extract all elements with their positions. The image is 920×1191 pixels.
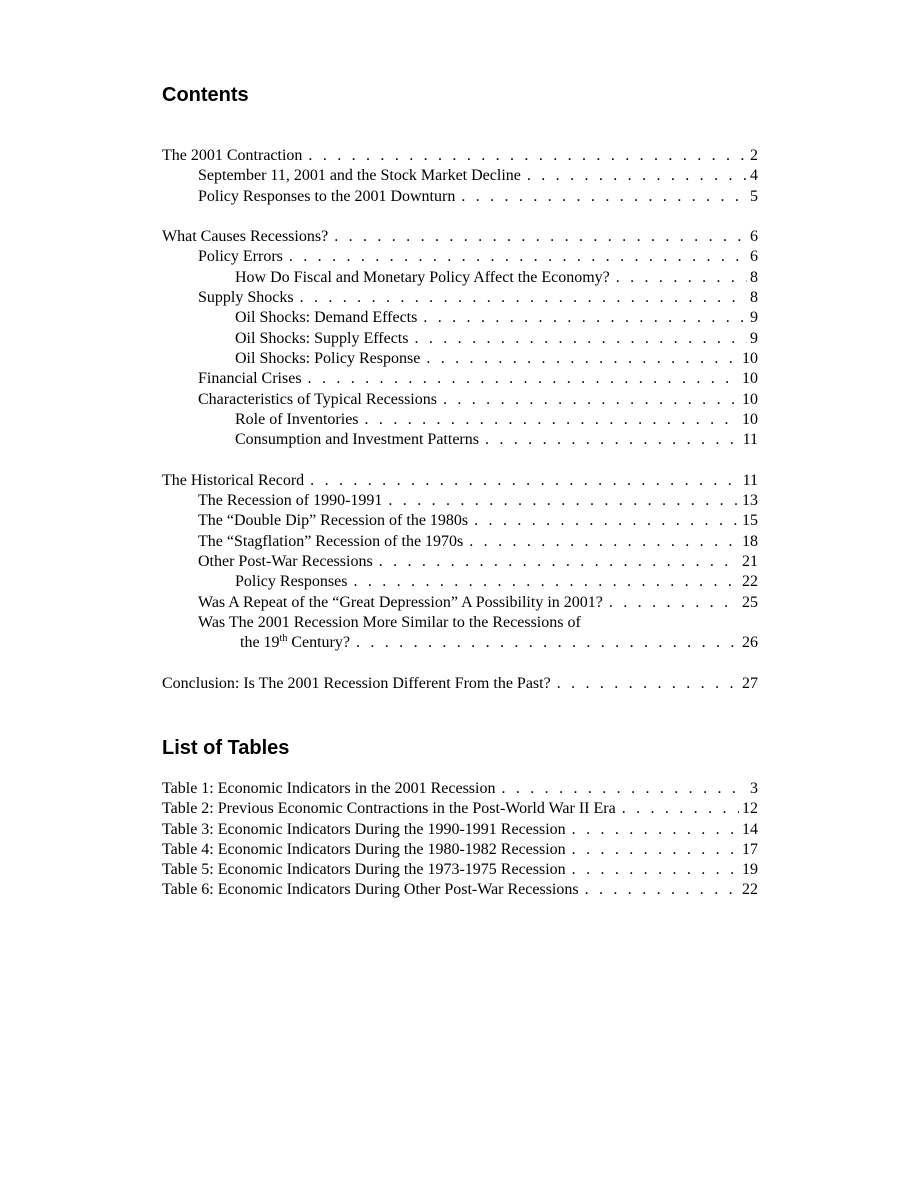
toc-entry[interactable] [162,613,758,633]
table-entry[interactable] [162,840,758,860]
toc-entry[interactable] [162,166,758,186]
dot-leader [308,369,739,389]
title-text: Century? [287,634,350,652]
table-entry[interactable] [162,779,758,799]
toc-entry-title: Supply Shocks [198,289,294,307]
dot-leader [356,633,739,653]
dot-leader [485,430,740,450]
dot-leader [474,511,739,531]
dot-leader [334,227,747,247]
toc-entry[interactable] [162,247,758,267]
toc-entry-title: Consumption and Investment Patterns [235,431,479,449]
toc-entry[interactable] [162,146,758,166]
toc-entry[interactable] [162,491,758,511]
dot-leader [572,860,739,880]
toc-entry-page: 8 [750,289,758,307]
ordinal-superscript: th [279,633,288,645]
toc-entry[interactable] [162,369,758,389]
dot-leader [365,410,739,430]
toc-entry[interactable] [162,308,758,328]
toc-entry-page: 9 [750,309,758,327]
toc-entry-page: 6 [750,248,758,266]
table-entry-title: Table 4: Economic Indicators During the 1980-1982 Recession [162,840,566,858]
dot-leader [616,268,747,288]
table-entry-title: Table 1: Economic Indicators in the 2001 Recession [162,780,496,797]
dot-leader [300,288,747,308]
toc-entry-title: Financial Crises [198,370,302,388]
toc-entry-title: Other Post-War Recessions [198,552,373,570]
toc-entry[interactable] [162,552,758,572]
toc-entry[interactable] [162,349,758,369]
toc-entry-page: 10 [742,410,758,428]
toc-entry-page: 15 [742,512,758,530]
toc-entry-title: The “Stagflation” Recession of the 1970s [198,532,464,550]
toc-entry-page: 2 [750,147,758,164]
toc-entry-title: Policy Errors [198,248,283,266]
table-entry-title: Table 5: Economic Indicators During the 1973-1975 Recession [162,861,566,879]
toc-entry-title-continued [240,633,350,653]
table-entry-page: 19 [742,861,758,879]
table-entry[interactable] [162,860,758,880]
dot-leader [461,187,747,207]
table-entry-title: Table 6: Economic Indicators During Other Post-War Recessions [162,881,579,899]
toc-entry-page: 8 [750,268,758,286]
dot-leader [622,799,739,819]
toc-entry-page: 18 [742,532,758,550]
toc-entry[interactable] [162,227,758,247]
table-entry[interactable] [162,880,758,900]
toc-entry[interactable] [162,471,758,491]
dot-leader [585,880,739,900]
toc-entry-title: Policy Responses to the 2001 Downturn [198,187,456,205]
dot-leader [557,674,739,694]
table-entry-page: 12 [742,800,758,818]
list-of-tables [162,779,758,901]
toc-entry-page: 27 [742,674,758,692]
toc-entry[interactable] [162,390,758,410]
dot-leader [609,593,739,613]
toc-entry[interactable] [162,572,758,592]
toc-entry-page: 26 [742,634,758,652]
toc-entry-page: 4 [750,167,758,185]
toc-entry-page: 21 [742,552,758,570]
toc-entry-page: 13 [742,492,758,510]
dot-leader [353,572,739,592]
dot-leader [379,552,739,572]
toc-entry-title: How Do Fiscal and Monetary Policy Affect the Economy? [235,268,610,286]
table-entry-title: Table 3: Economic Indicators During the 1990-1991 Recession [162,820,566,838]
dot-leader [289,247,747,267]
toc-entry-title: The “Double Dip” Recession of the 1980s [198,512,469,530]
table-entry-page: 17 [742,840,758,858]
toc-entry-page: 9 [750,329,758,347]
toc-entry-title: September 11, 2001 and the Stock Market Decline [198,167,521,185]
toc-entry-continuation[interactable] [162,633,758,653]
toc-entry-title: Oil Shocks: Supply Effects [235,329,409,347]
toc-entry[interactable] [162,329,758,349]
dot-leader [388,491,739,511]
toc-entry[interactable] [162,674,758,694]
dot-leader [469,532,739,552]
dot-leader [426,349,739,369]
dot-leader [443,390,739,410]
toc-entry[interactable] [162,187,758,207]
list-of-tables-heading: List of Tables [162,737,290,759]
toc-entry-title: The 2001 Contraction [162,147,303,164]
dot-leader [414,329,747,349]
toc-entry-title: What Causes Recessions? [162,228,329,246]
table-entry[interactable] [162,799,758,819]
table-entry[interactable] [162,820,758,840]
toc-entry-title: Policy Responses [235,573,348,591]
dot-leader [310,471,739,491]
toc-entry-page: 6 [750,228,758,246]
table-entry-page: 3 [750,780,758,797]
toc-entry-page: 10 [742,370,758,388]
toc-entry-title: Conclusion: Is The 2001 Recession Different From the Past? [162,674,551,692]
dot-leader [527,166,747,186]
table-entry-page: 22 [742,881,758,899]
toc-entry-page: 25 [742,593,758,611]
table-of-contents [162,146,758,694]
title-text: the 19 [240,634,280,652]
table-entry-page: 14 [742,820,758,838]
toc-entry-title: Oil Shocks: Demand Effects [235,309,418,327]
toc-entry-page: 10 [742,390,758,408]
toc-entry-title: Was The 2001 Recession More Similar to the Recessions of [198,613,581,631]
toc-entry[interactable] [162,532,758,552]
dot-leader [501,779,747,799]
toc-entry[interactable] [162,268,758,288]
contents-heading: Contents [162,84,249,106]
toc-entry-title: Role of Inventories [235,410,359,428]
toc-entry-page: 11 [742,431,758,449]
toc-entry-page: 22 [742,573,758,591]
toc-entry-title: The Recession of 1990-1991 [198,492,383,510]
toc-entry-page: 10 [742,349,758,367]
dot-leader [423,308,747,328]
toc-entry[interactable] [162,430,758,450]
toc-entry-title: Oil Shocks: Policy Response [235,349,421,367]
toc-entry-title: Was A Repeat of the “Great Depression” A Possibility in 2001? [198,593,603,611]
toc-entry-page: 5 [750,187,758,205]
toc-entry[interactable] [162,288,758,308]
toc-entry[interactable] [162,511,758,531]
toc-entry-title: Characteristics of Typical Recessions [198,390,437,408]
toc-entry[interactable] [162,410,758,430]
dot-leader [572,840,739,860]
dot-leader [308,146,747,166]
dot-leader [572,820,739,840]
toc-entry-page: 11 [742,471,758,489]
toc-entry-title: The Historical Record [162,471,305,489]
toc-entry[interactable] [162,593,758,613]
table-entry-title: Table 2: Previous Economic Contractions in the Post-World War II Era [162,800,616,818]
